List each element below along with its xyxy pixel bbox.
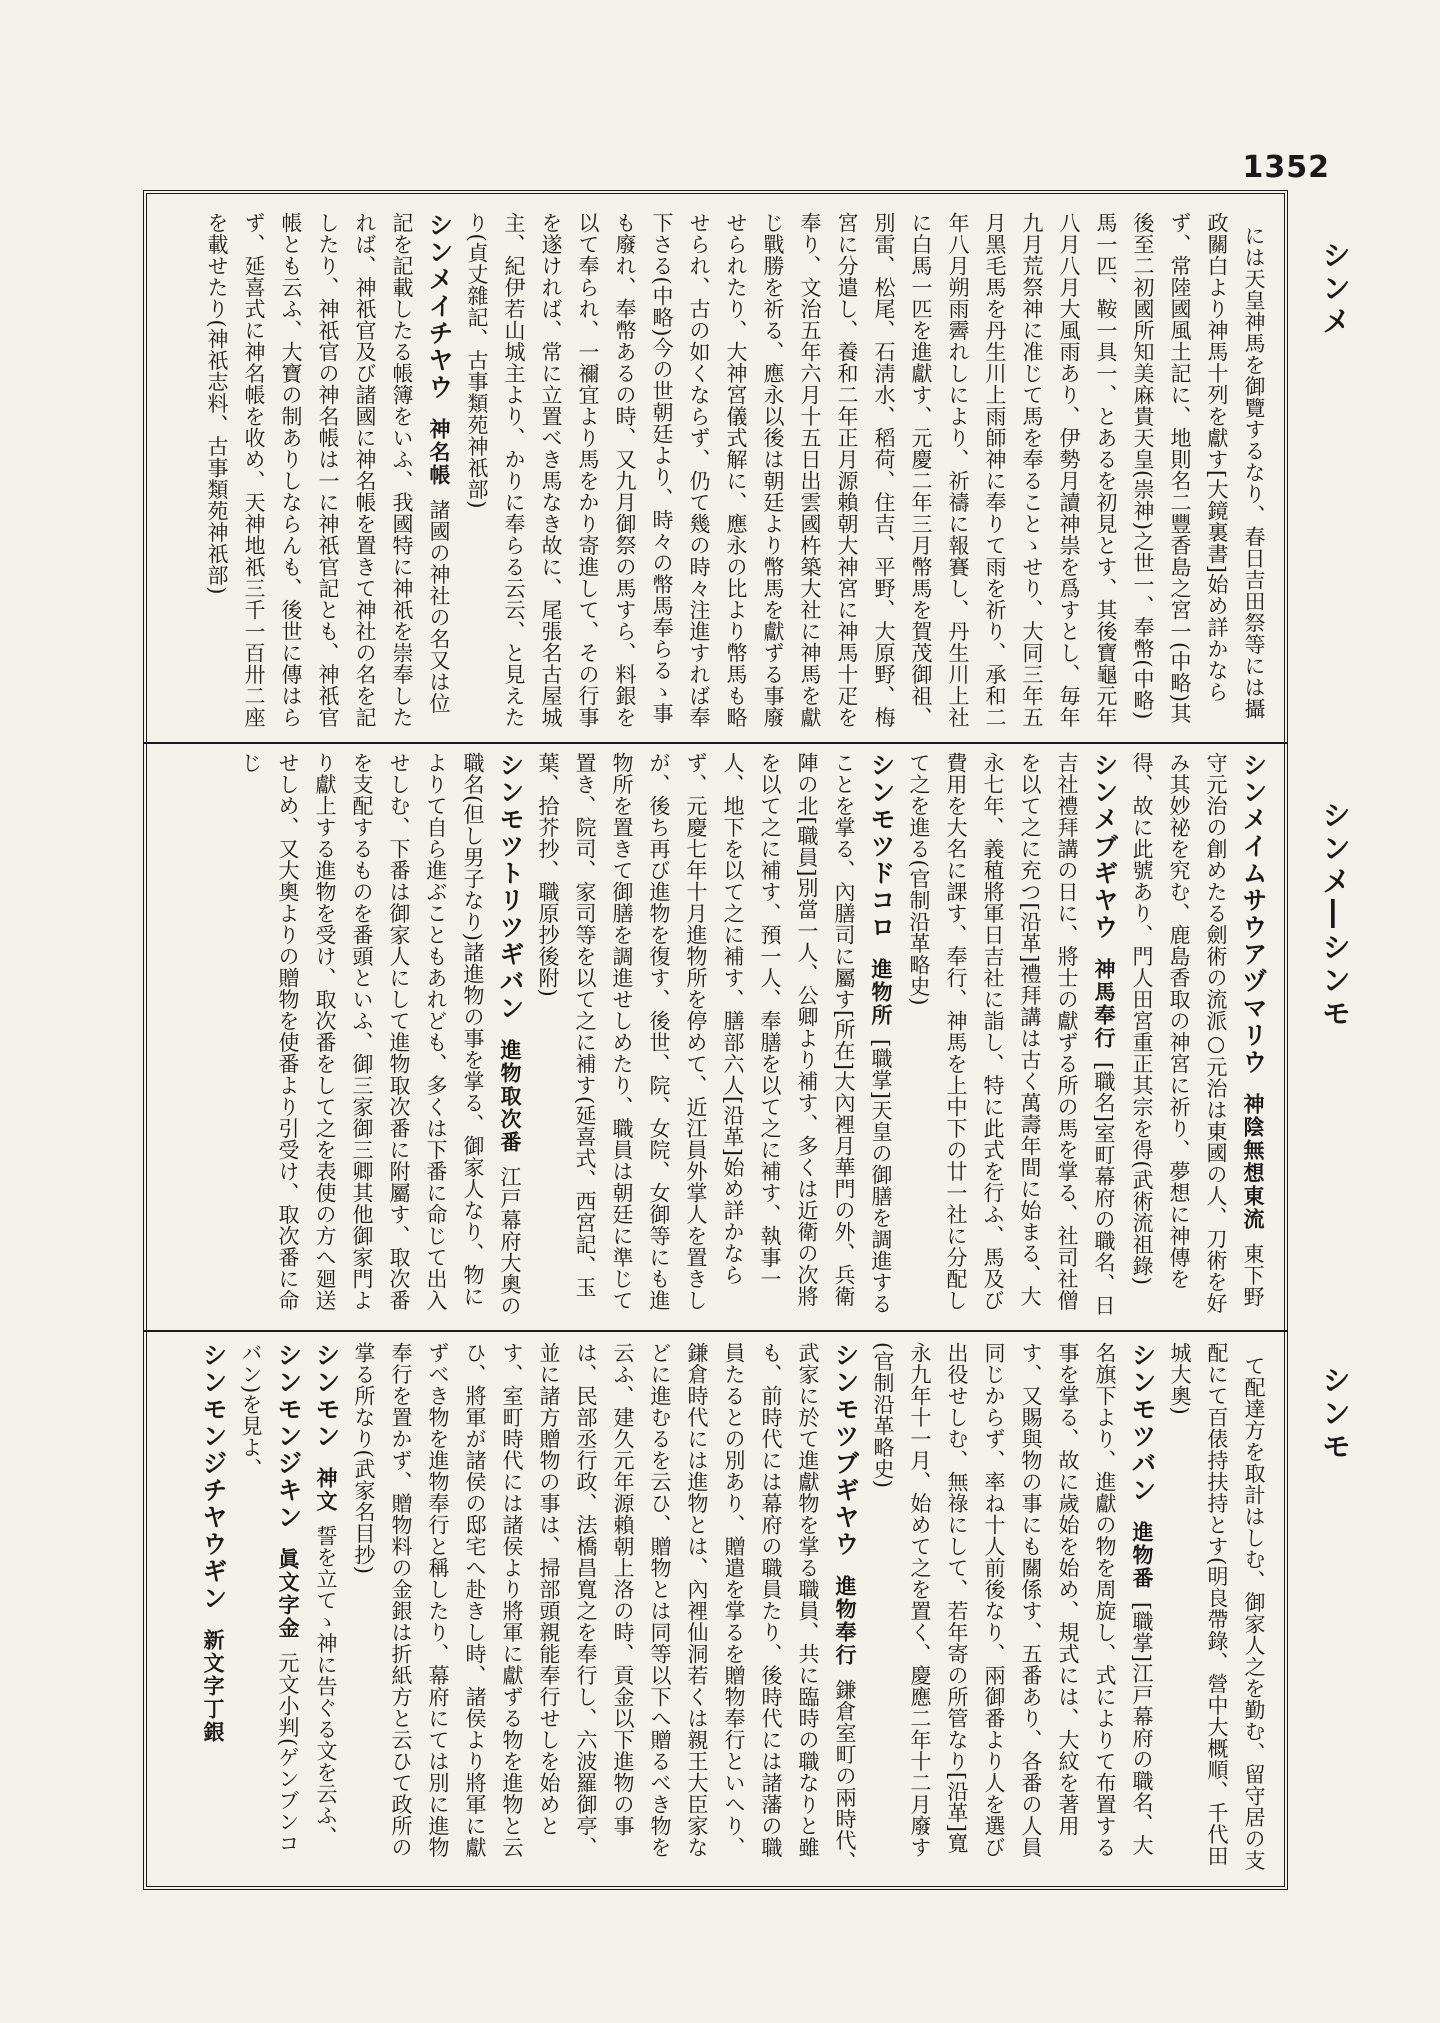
entry-text: [職掌]江戸幕府の職名、大名旗下より、進獻の物を周旋し、式によりて布置する事を掌る、故に歲始を始め、規式には、大紋を著用す、又賜與物の事にも關係す、五番あり、各番の人員同じからず、率ね十人前後なり、兩御番より人を選び出役せしむ、無祿にして、若年寄の所管なり[沿革]寬永九年十一月、始めて之を置く、慶應二年十二月廢す(官制沿革略史) [871, 1342, 1154, 1858]
entry-term: シンモンジチヤウギン [199, 1342, 228, 1612]
entry-kanji: 神陰無想東流 [1241, 1092, 1266, 1231]
page-number: 1352 [1242, 150, 1330, 185]
entry-shinmon [312, 1342, 341, 1848]
middle-section [152, 752, 1272, 1320]
entry-term: シンモンジキン [274, 1342, 303, 1531]
entry-kanji: 進物取次番 [498, 1038, 523, 1154]
entry-kanji: 神名帳 [427, 417, 452, 487]
entry-text: 誓を立てゝ神に告ぐる文を云ふ、 [314, 1525, 338, 1848]
entry-shinmotsubugyou [352, 1342, 860, 1873]
lower-section [152, 1342, 1272, 1874]
entry-kanji: 眞文字金 [276, 1547, 301, 1640]
entry-kanji: 神馬奉行 [1092, 957, 1117, 1050]
entry-term: シンモツトリツギバン [496, 752, 525, 1022]
entry-text: 元文小判(ゲンブンコバン)を見よ、 [239, 1342, 300, 1855]
entry-text: 江戸幕府大奧の職名(但し男子なり)諸進物の事を掌る、御家人なり、物によりて自ら進ぶこともあれども、多くは下番に命じて出入せしむ、下番は御家人にして進物取次番に附屬す、取次番を支配するものを番頭といふ、御三家御三卿其他御家門より獻上する進物を受け、取次番をして之を表使の方へ廻送せしめ、又大奧よりの贈物を使番より引受け、取次番に命じ [239, 752, 522, 1317]
entry-kanji: 新文字丁銀 [201, 1628, 226, 1744]
continuation-text: て配達方を取計はしむ、御家人之を勤む、留守居の支配にて百俵持扶持とす(明良帶錄、營中大概順、千代田城大奧) [1168, 1342, 1266, 1871]
entry-kanji: 進物所 [869, 957, 894, 1027]
section-divider-lower [143, 1330, 1288, 1332]
continuation-text: には天皇神馬を御覽するなり、春日吉田祭等には攝政關白より神馬十列を獻す[大鏡裏書]始め詳かならず、常陸國風土記に、地則名二豐香島之宮一(中略)其後至二初國所知美麻貴天皇(崇神)之世一、奉幣(中略)馬一匹、鞍一具一、とあるを初見とす、其後寶龜元年八月八月大風雨あり、伊勢月讀神祟を爲すとし、毎年九月荒祭神に准じて馬を奉ることゝせり、大同三年五月黑毛馬を丹生川上雨師神に奉りて雨を祈り、承和二年八月朔雨霽れしにより、祈禱に報賽し、丹生川上社に白馬一匹を進獻す、元慶二年三月幣馬を賀茂御祖、別雷、松尾、石淸水、稻荷、住吉、平野、大原野、梅宮に分遣し、養和二年正月源賴朝大神宮に神馬十疋を奉り、文治五年六月十五日出雲國杵築大社に神馬を獻じ戰勝を祈る、應永以後は朝廷より幣馬を獻ずる事廢せられたり、大神宮儀式解に、應永の比より幣馬も略せられ、古の如くならず、仍て幾の時々注進すれば奉下さる(中略)今の世朝廷より、時々の幣馬奉らるゝ事も廢れ、奉幣あるの時、又九月御祭の馬すら、料銀を以て奉られ、一禰宜より馬をかり寄進して、その行事を遂ければ、常に立置べき馬なき故に、尾張名古屋城主、紀伊若山城主より、かりに奉らる云云、と見えたり(貞丈雜記、古事類苑神祇部) [465, 212, 1266, 728]
entry-text: [職掌]天皇の御膳を調進することを掌る、內膳司に屬す[所在]大內裡月華門の外、兵衛陣の北[職員]別當一人、公卿より補す、多くは近衛の次將を以て之に補す、預一人、奉膳を以て之に補す、執事一人、地下を以て之に補す、膳部六人[沿革]始め詳かならず、元慶七年十月進物所を停めて、近江員外掌人を置きしが、後ち再び進物を復す、後世、院、女院、女御等にも進物所を置きて御膳を調進せしめたり、職員は朝廷に準じて置き、院司、家司等を以て之に補す(延喜式、西宮記、玉葉、拾芥抄、職原抄後附) [536, 752, 893, 1315]
entry-term: シンモツバン [1128, 1342, 1157, 1504]
entry-text: 諸國の神社の名又は位記を記載したる帳簿をいふ、我國特に神祇を崇奉したれば、神祇官及び諸國に神名帳を置きて神社の名を記したり、神祇官の神名帳は一に神祇官記とも、神祇官帳とも云ふ、大寶の制ありしならんも、後世に傳はらず、延喜式に神名帳を收め、天神地祇三千一百卅二座を載せたり(神祇志料、古事類苑神祇部) [205, 212, 451, 728]
entry-term: シンメブギヤウ [1090, 752, 1119, 941]
entry-kanji: 進物番 [1130, 1520, 1155, 1590]
entry-term: シンモツブギヤウ [831, 1342, 860, 1558]
entry-shinmonjikin [239, 1342, 303, 1855]
entry-text: 鎌倉室町の兩時代、武家に於て進獻物を掌る職員、共に臨時の職なりと雖も、前時代には幕府の職員たり、後時代には諸藩の職員たるとの別あり、贈遣を掌るを贈物奉行といへり、鎌倉時代には進物とは、內裡仙洞若くは親王大臣家などに進むるを云ひ、贈物とは同等以下へ贈るべき物を云ふ、建久元年源賴朝上洛の時、貢金以下進物の事は、民部丞行政、法橋昌寬之を奉行し、六波羅御亭、並に諸方贈物の事は、掃部頭親能奉行せしを始めとす、室町時代には諸侯より將軍に獻ずる物を進物と云ひ、將軍が諸侯の邸宅へ赴きし時、諸侯より將軍に獻ずべき物を進物奉行と稱したり、幕府にては別に進物奉行を置かず、贈物料の金銀は折紙方と云ひて政所の掌る所なり(武家名目抄) [352, 1342, 857, 1873]
running-header-lower: シンモ [1318, 1365, 1352, 1464]
running-header-middle: シンメ―シンモ [1318, 800, 1352, 1031]
entry-shinmebugyou [907, 752, 1119, 1317]
entry-term: シンメイチヤウ [425, 212, 454, 401]
entry-shinmeichou [205, 212, 454, 728]
entry-shinmotsu-toritsugiban [239, 752, 525, 1317]
entry-text: [職名]室町幕府の職名、日吉社禮拜講の日に、將士の獻ずる所の馬を掌る、社司社僧を以て之に充つ[沿革]禮拜講は古く萬壽年間に始まる、大永七年、義稙將軍日吉社に詣し、特に此式を行ふ、馬及び費用を大名に課す、奉行、神馬を上中下の廿一社に分配して之を進る(官制沿革略史) [907, 752, 1116, 1317]
entry-text: 東下野守元治の創めたる劍術の流派○元治は東國の人、刀術を好み其妙祕を究む、鹿島香取の神宮に祈り、夢想に神傳を得、故に此號あり、門人田宮重正其宗を得(武術流祖錄) [1130, 752, 1265, 1314]
section-divider-upper [143, 742, 1288, 744]
entry-term: シンモン [312, 1342, 341, 1450]
entry-kanji: 神文 [314, 1466, 339, 1513]
entry-term: シンメイムサウアヅマリウ [1239, 752, 1268, 1076]
entry-shinmonji-chougin [199, 1342, 228, 1744]
entry-shinmeimusou-azumaryu [1130, 752, 1268, 1314]
entry-shinmotsuban [871, 1342, 1157, 1858]
upper-section [152, 212, 1272, 732]
running-header-upper: シンメ [1318, 240, 1352, 339]
entry-kanji: 進物奉行 [833, 1574, 858, 1667]
entry-term: シンモツドコロ [867, 752, 896, 941]
entry-shinmotsudokoro [536, 752, 896, 1315]
